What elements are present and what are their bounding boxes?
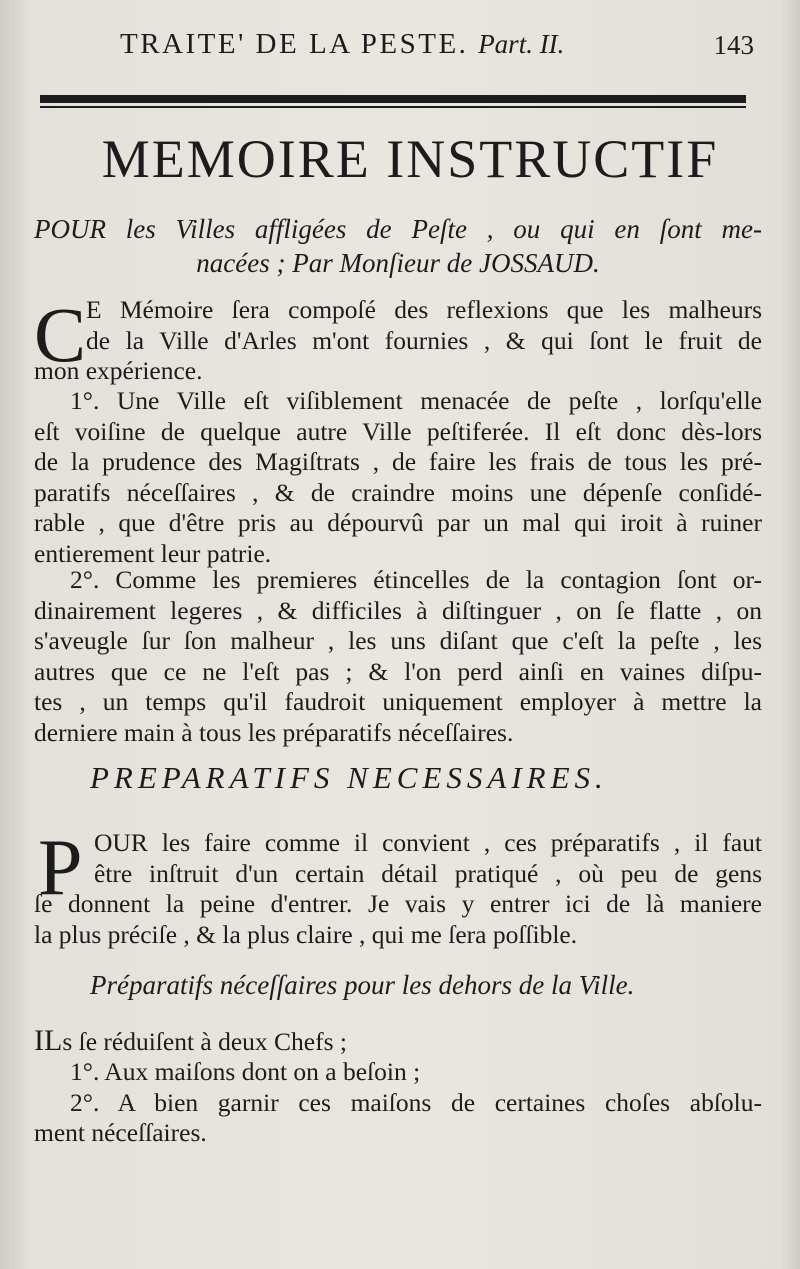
- subsection-heading: Préparatifs néceſſaires pour les dehors de la Ville.: [90, 970, 635, 1000]
- section-intro-line: OUR les faire comme il convient , ces préparatifs , il faut: [94, 828, 762, 857]
- paragraph-2: [34, 565, 762, 748]
- running-title: TRAITE' DE LA PESTE. Part. II.: [120, 28, 565, 60]
- paragraph-line: rable , que d'être pris au dépourvû par un mal qui iroit à ruiner: [34, 508, 762, 537]
- paragraph-1: [34, 386, 762, 569]
- paragraph-line: eſt voiſine de quelque autre Ville peſtiferée. Il eſt donc dès-lors: [34, 416, 762, 446]
- subtitle-line: nacées ; Par Monſieur de JOSSAUD.: [196, 248, 600, 278]
- paragraph-line: de la prudence des Magiſtrats , de faire les frais de tous les pré-: [34, 447, 762, 476]
- list-item: 2°. A bien garnir ces maiſons de certaines choſes abſolu-: [70, 1087, 762, 1117]
- running-header: [40, 28, 760, 68]
- intro-paragraph-end: [34, 356, 762, 387]
- enumerated-list: [34, 1057, 762, 1149]
- paragraph-line: entierement leur patrie.: [34, 538, 272, 568]
- section-intro-paragraph-end: [34, 889, 762, 950]
- header-rule-thin: [40, 106, 746, 108]
- paragraph-line: paratifs néceſſaires , & de craindre moins une dépenſe conſidé-: [34, 477, 762, 507]
- subtitle-line: POUR les Villes affligées de Peſte , ou qui en ſont me-: [34, 214, 762, 244]
- list-item: 1°. Aux maiſons dont on a beſoin ;: [70, 1057, 421, 1086]
- paragraph-line: autres que ce ne l'eſt pas ; & l'on perd ainſi en vaines diſpu-: [34, 656, 762, 686]
- drop-cap-p: P: [38, 824, 83, 912]
- running-part: Part. II.: [478, 29, 565, 59]
- header-rule-thick: [40, 95, 746, 103]
- subtitle: [34, 212, 762, 280]
- section-intro-line: être inſtruit d'un certain détail pratiqué , où peu de gens: [94, 858, 762, 888]
- paragraph-line: s'aveugle ſur ſon malheur , les uns diſant que c'eſt la peſte , les: [34, 626, 762, 655]
- list-item: ment néceſſaires.: [34, 1118, 207, 1147]
- paragraph-line: dinairement legeres , & difficiles à diſtinguer , on ſe flatte , on: [34, 595, 762, 625]
- section-intro-line: ſe donnent la peine d'entrer. Je vais y entrer ici de là maniere: [34, 889, 762, 918]
- paragraph-line: 2°. Comme les premieres étincelles de la contagion ſont or-: [70, 565, 762, 594]
- section-intro-line: la plus préciſe , & la plus claire , qui me ſera poſſible.: [34, 919, 578, 949]
- intro-line: E Mémoire ſera compoſé des reflexions que les malheurs: [86, 295, 762, 324]
- intro-paragraph: [86, 295, 762, 356]
- section-heading: PREPARATIFS NECESSAIRES.: [90, 760, 608, 795]
- subsection-intro-line: ILs ſe réduiſent à deux Chefs ;: [34, 1024, 347, 1057]
- page-number: 143: [713, 30, 754, 60]
- main-title: MEMOIRE INSTRUCTIF: [101, 129, 719, 189]
- paragraph-line: tes , un temps qu'il faudroit uniquement employer à mettre la: [34, 687, 762, 716]
- subsection-intro: [34, 1026, 762, 1058]
- subsection-initial: IL: [34, 1024, 63, 1057]
- intro-line: mon expérience.: [34, 356, 203, 385]
- intro-line: de la Ville d'Arles m'ont fournies , & qui ſont le fruit de: [86, 325, 762, 355]
- paragraph-line: derniere main à tous les préparatifs néceſſaires.: [34, 717, 514, 747]
- drop-cap-c: C: [34, 291, 87, 378]
- section-intro-paragraph: [94, 828, 762, 889]
- paragraph-line: 1°. Une Ville eſt viſiblement menacée de peſte , lorſqu'elle: [70, 386, 762, 415]
